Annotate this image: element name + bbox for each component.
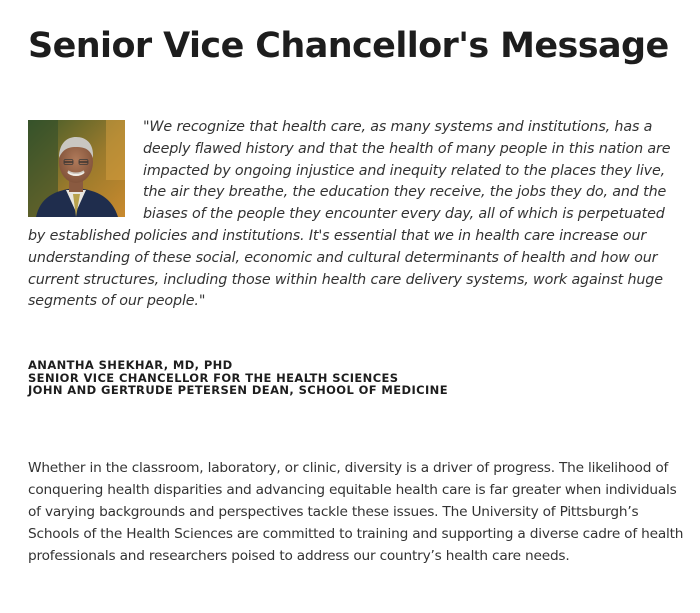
- body-paragraph: Whether in the classroom, laboratory, or clinic, diversity is a driver of progress. The likelihood of conquering health disparities and advancing equitable health care is far greater when individuals of varying backgrounds and perspectives tackle these issues. The University of Pittsburgh’s Schools of the Health Sciences are committed to training and supporting a diverse cadre of health professionals and researchers poised to address our country’s health care needs.: [28, 460, 684, 565]
- attribution-title-secondary: JOHN AND GERTRUDE PETERSEN DEAN, SCHOOL OF MEDICINE: [28, 383, 448, 397]
- attribution-title: SENIOR VICE CHANCELLOR FOR THE HEALTH SCIENCES: [28, 370, 399, 385]
- page-title: Senior Vice Chancellor's Message: [28, 26, 669, 66]
- attribution-name: ANANTHA SHEKHAR, MD, PHD: [28, 358, 233, 372]
- portrait-photo: [28, 120, 125, 217]
- quote-text: "We recognize that health care, as many systems and institutions, has a deeply flawed history and that the health of many people in this nation are impacted by ongoing injustice and inequity related to the places they live, the air they breathe, the education they receive, the jobs they do, and the biases of the people they encounter every day, all of which is perpetuated by established policies and institutions. It's essential that we in health care increase our understanding of these social, economic and cultural determinants of health and how our current structures, including those within health care delivery systems, work against huge segments of our people.": [28, 119, 671, 310]
- attribution: [28, 359, 448, 397]
- quote-block: [28, 117, 680, 313]
